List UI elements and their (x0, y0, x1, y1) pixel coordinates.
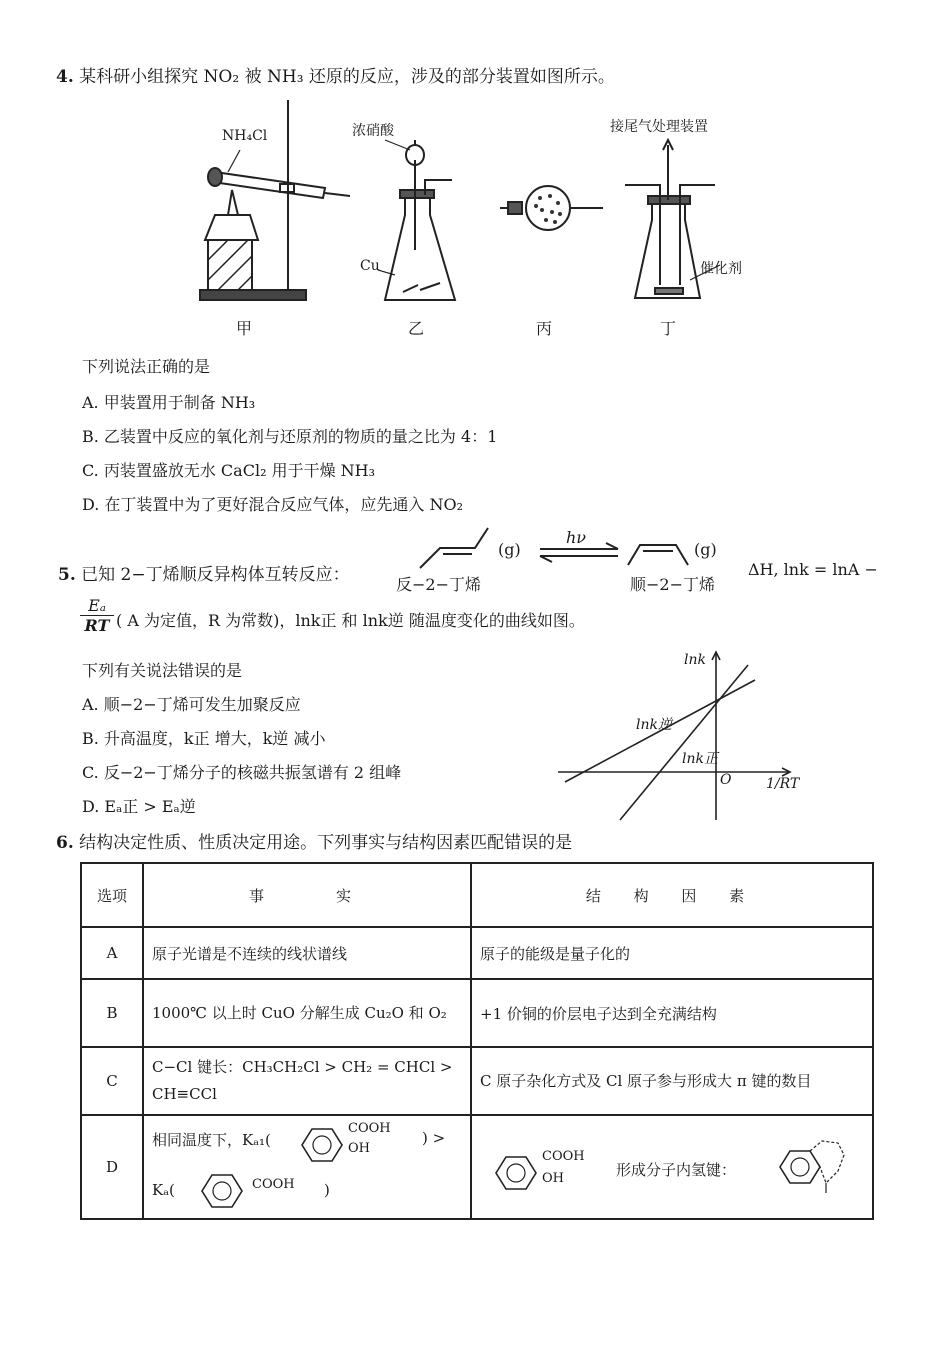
trans-phase: (g) (498, 540, 521, 559)
factor-d-text: 形成分子内氢键： (616, 1161, 737, 1179)
trans-name: 反−2−丁烯 (396, 575, 481, 594)
header-factor: 结 构 因 素 (471, 863, 873, 927)
q5-option-b: B. 升高温度，k正 增大，k逆 减小 (82, 729, 326, 748)
table-row (81, 927, 873, 979)
fact-d-benzoic-cooh: COOH (252, 1177, 295, 1192)
q4-number: 4. (56, 67, 74, 87)
row-factor: 原子的能级是量子化的 (471, 927, 873, 979)
row-fact-d (143, 1115, 471, 1219)
label-cu: Cu (360, 258, 380, 274)
table-header-row (81, 863, 873, 927)
q5-option-d: D. Eₐ正 > Eₐ逆 (82, 797, 196, 816)
graph-line-fwd-label: lnk正 (682, 751, 718, 767)
apparatus-label-bing: 丙 (536, 319, 553, 338)
row-factor: +1 价铜的价层电子达到全充满结构 (471, 979, 873, 1047)
q6-stem (56, 828, 572, 853)
factor-d-oh: OH (542, 1171, 564, 1186)
q5-option-a: A. 顺−2−丁烯可发生加聚反应 (82, 695, 301, 714)
benzoic-acid-ring (192, 1171, 252, 1211)
graph-y-label: lnk (684, 652, 706, 668)
q5-stem-start: 已知 2−丁烯顺反异构体互转反应： (81, 565, 350, 585)
q4-option-c: C. 丙装置盛放无水 CaCl₂ 用于干燥 NH₃ (82, 461, 376, 480)
q5-dh-text: ΔH, lnk = lnA − (748, 560, 878, 579)
ea-numerator: Eₐ (80, 596, 114, 616)
factor-salicylic-ring (486, 1153, 546, 1193)
intramolecular-h-bond-structure (772, 1133, 862, 1199)
row-fact: 1000℃ 以上时 CuO 分解生成 Cu₂O 和 O₂ (143, 979, 471, 1047)
cis-phase: (g) (694, 540, 717, 559)
q5-number: 5. (58, 565, 76, 585)
row-fact: 原子光谱是不连续的线状谱线 (143, 927, 471, 979)
q6-stem-text: 结构决定性质、性质决定用途。下列事实与结构因素匹配错误的是 (79, 833, 573, 853)
label-conc-nitric-acid: 浓硝酸 (352, 123, 394, 139)
q5-prompt: 下列有关说法错误的是 (82, 661, 243, 680)
q6-table (80, 862, 874, 1220)
graph-x-label: 1/RT (766, 776, 800, 792)
row-key: A (81, 927, 143, 979)
fact-d-cooh: COOH (348, 1121, 391, 1136)
row-factor: C 原子杂化方式及 Cl 原子参与形成大 π 键的数目 (471, 1047, 873, 1115)
fact-d-part-a: 相同温度下，Kₐ₁( (152, 1131, 271, 1149)
q5-option-c: C. 反−2−丁烯分子的核磁共振氢谱有 2 组峰 (82, 763, 402, 782)
q4-prompt: 下列说法正确的是 (82, 357, 211, 376)
label-exhaust: 接尾气处理装置 (610, 119, 708, 135)
row-fact: C−Cl 键长：CH₃CH₂Cl > CH₂ = CHCl > CH≡CCl (143, 1047, 471, 1115)
label-nh4cl: NH₄Cl (222, 128, 268, 144)
table-row (81, 979, 873, 1047)
apparatus-label-jia: 甲 (236, 319, 253, 338)
row-key: B (81, 979, 143, 1047)
fact-d-oh: OH (348, 1141, 370, 1156)
q4-option-d: D. 在丁装置中为了更好混合反应气体，应先通入 NO₂ (82, 495, 464, 514)
apparatus-label-ding: 丁 (660, 319, 677, 338)
table-row (81, 1047, 873, 1115)
header-option: 选项 (81, 863, 143, 927)
fact-d-part-c: Kₐ( (152, 1181, 175, 1199)
hv-label: hν (566, 528, 587, 547)
fact-d-part-d: ) (324, 1181, 330, 1199)
label-catalyst: 催化剂 (700, 261, 742, 277)
row-key: C (81, 1047, 143, 1115)
fact-d-part-b: ) > (422, 1129, 446, 1147)
salicylic-acid-ring (292, 1125, 352, 1165)
q4-option-a: A. 甲装置用于制备 NH₃ (82, 393, 256, 412)
q4-option-b: B. 乙装置中反应的氧化剂与还原剂的物质的量之比为 4：1 (82, 427, 498, 446)
header-fact: 事 实 (143, 863, 471, 927)
q4-stem-text: 某科研小组探究 NO₂ 被 NH₃ 还原的反应，涉及的部分装置如图所示。 (79, 67, 615, 87)
apparatus-label-yi: 乙 (408, 319, 425, 338)
row-key: D (81, 1115, 143, 1219)
graph-origin: O (720, 772, 732, 788)
q5-stem-cont: ( A 为定值，R 为常数)，lnk正 和 lnk逆 随温度变化的曲线如图。 (116, 611, 585, 630)
cis-name: 顺−2−丁烯 (630, 575, 715, 594)
graph-line-rev-label: lnk逆 (636, 717, 672, 733)
factor-d-cooh: COOH (542, 1149, 585, 1164)
table-row (81, 1115, 873, 1219)
row-factor-d (471, 1115, 873, 1219)
q6-number: 6. (56, 833, 74, 853)
ea-denominator: RT (84, 616, 110, 635)
